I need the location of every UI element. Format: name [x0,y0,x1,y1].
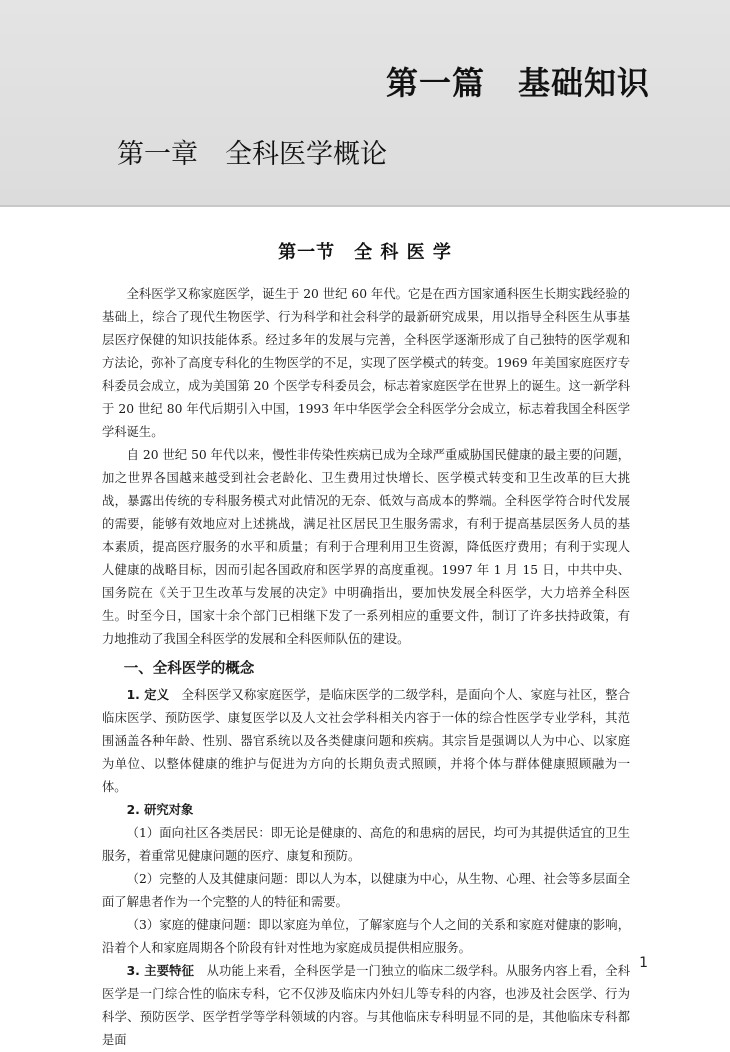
research-label-paragraph [102,799,630,822]
features-text: 从功能上来看，全科医学是一门独立的临床二级学科。从服务内容上看，全科医学是一门综合性的临床专科，它不仅涉及临床内外妇儿等专科的内容，也涉及社会医学、行为科学、预防医学、医学哲学等学科领域的内容。与其他临床专科明显不同的是，其他临床专科都是面 [102,964,630,1047]
definition-paragraph [102,684,630,799]
features-paragraph [102,960,630,1052]
definition-text: 全科医学又称家庭医学，是临床医学的二级学科，是面向个人、家庭与社区，整合临床医学、预防医学、康复医学以及人文社会学科相关内容于一体的综合性医学专业学科，其范围涵盖各种年龄、性别、器官系统以及各类健康问题和疾病。其宗旨是强调以人为中心、以家庭为单位、以整体健康的维护与促进为方向的长期负责式照顾，并将个体与群体健康照顾融为一体。 [102,688,630,794]
part-title: 第一篇 基础知识 [385,64,650,102]
page-number: 1 [639,955,648,971]
section-title: 第一节 全 科 医 学 [278,242,452,263]
intro-paragraph-2: 自 20 世纪 50 年代以来，慢性非传染性疾病已成为全球严重威胁国民健康的最主要的问题，加之世界各国越来越受到社会老龄化、卫生费用过快增长、医学模式转变和卫生改革的巨大挑战，暴露出传统的专科服务模式对此情况的无奈、低效与高成本的弊端。全科医学符合时代发展的需要，能够有效地应对上述挑战，满足社区居民卫生服务需求，有利于提高基层医务人员的基本素质，提高医疗服务的水平和质量；有利于合理利用卫生资源，降低医疗费用；有利于实现人人健康的战略目标，因而引起各国政府和医学界的高度重视。1997 年 1 月 15 日，中共中央、国务院在《关于卫生改革与发展的决定》中明确指出，要加快发展全科医学，大力培养全科医生。时至今日，国家十余个部门已相继下发了一系列相应的重要文件，制订了许多扶持政策，有力地推动了我国全科医学的发展和全科医师队伍的建设。 [102,448,630,646]
research-item-1: （1）面向社区各类居民：即无论是健康的、高危的和患病的居民，均可为其提供适宜的卫生服务，着重常见健康问题的医疗、康复和预防。 [102,826,630,863]
features-label: 3. 主要特征 [126,964,195,978]
header-divider [0,205,730,207]
subsection-heading: 一、全科医学的概念 [123,661,255,677]
body-text [102,283,630,1052]
definition-label: 1. 定义 [126,688,170,702]
research-item-3: （3）家庭的健康问题：即以家庭为单位，了解家庭与个人之间的关系和家庭对健康的影响，沿着个人和家庭周期各个阶段有针对性地为家庭成员提供相应服务。 [102,918,630,955]
research-item-2: （2）完整的人及其健康问题：即以人为本，以健康为中心，从生物、心理、社会等多层面全面了解患者作为一个完整的人的特征和需要。 [102,872,630,909]
chapter-title: 第一章 全科医学概论 [117,139,387,170]
research-label: 2. 研究对象 [126,803,194,817]
intro-paragraph-1: 全科医学又称家庭医学，诞生于 20 世纪 60 年代。它是在西方国家通科医生长期实践经验的基础上，综合了现代生物医学、行为科学和社会科学的最新研究成果，用以指导全科医生从事基层医疗保健的知识技能体系。经过多年的发展与完善，全科医学逐渐形成了自己独特的医学观和方法论，弥补了高度专科化的生物医学的不足，实现了医学模式的转变。1969 年美国家庭医疗专科委员会成立，成为美国第 20 个医学专科委员会，标志着家庭医学在世界上的诞生。这一新学科于 20 世纪 80 年代后期引入中国，1993 年中华医学会全科医学分会成立，标志着我国全科医学学科诞生。 [102,287,630,439]
